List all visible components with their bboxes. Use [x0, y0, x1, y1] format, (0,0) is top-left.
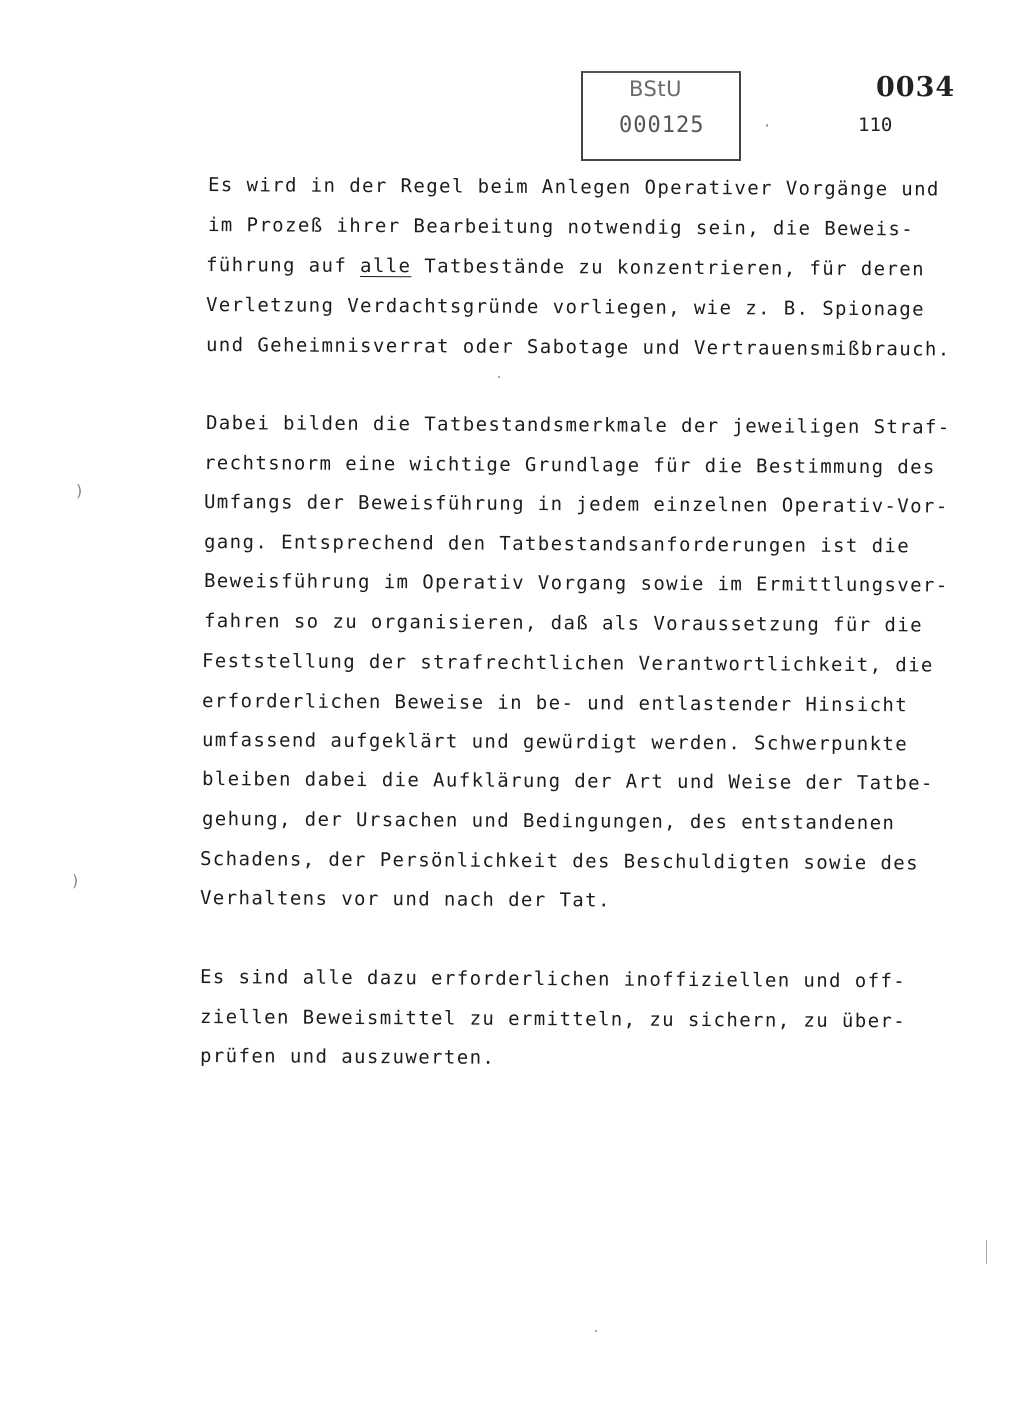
text-line: Dabei bilden die Tatbestandsmerkmale der jeweiligen Straf-	[205, 412, 951, 439]
text-line: erforderlichen Beweise in be- und entlastender Hinsicht	[201, 690, 909, 717]
text-line: prüfen und auszuwerten.	[199, 1045, 496, 1069]
text-line: fahren so zu organisieren, daß als Voraussetzung für die	[203, 610, 924, 637]
archive-stamp	[581, 71, 741, 161]
scan-speck	[595, 1330, 597, 1332]
text-line: Feststellung der strafrechtlichen Verantwortlichkeit, die	[201, 650, 934, 677]
scan-speck	[766, 124, 768, 127]
text-segment: Tatbestände zu konzentrieren, für deren	[411, 255, 926, 281]
stamp-number: 000125	[619, 113, 705, 138]
scan-speck	[986, 1240, 987, 1264]
scan-mark: )	[76, 481, 83, 500]
scan-mark: )	[72, 871, 79, 890]
text-line: Es wird in der Regel beim Anlegen Operativer Vorgänge und	[207, 174, 940, 201]
text-line: ziellen Beweismittel zu ermitteln, zu sichern, zu über-	[199, 1006, 907, 1033]
text-line: im Prozeß ihrer Bearbeitung notwendig sein, die Beweis-	[207, 214, 915, 241]
text-line: Umfangs der Beweisführung in jedem einzelnen Operativ-Vor-	[203, 491, 949, 518]
underlined-word: alle	[360, 254, 412, 278]
scan-speck	[498, 376, 500, 378]
text-line: gehung, der Ursachen und Bedingungen, des entstandenen	[201, 808, 896, 835]
text-line	[206, 254, 925, 280]
stamp-org-label: BStU	[629, 77, 682, 101]
text-line: Verletzung Verdachtsgründe vorliegen, wie z. B. Spionage	[205, 294, 926, 321]
text-line: Es sind alle dazu erforderlichen inoffiziellen und off-	[199, 966, 907, 993]
text-line: Beweisführung im Operativ Vorgang sowie im Ermittlungsver-	[203, 570, 949, 597]
text-line: rechtsnorm eine wichtige Grundlage für die Bestimmung des	[203, 452, 936, 479]
text-segment: führung auf	[205, 254, 361, 277]
page-number: 110	[858, 114, 893, 136]
archive-page-number: 0034	[876, 72, 956, 103]
text-line: bleiben dabei die Aufklärung der Art und Weise der Tatbe-	[201, 768, 934, 795]
text-line: Verhaltens vor und nach der Tat.	[199, 887, 611, 912]
text-line: gang. Entsprechend den Tatbestandsanforderungen ist die	[203, 531, 911, 558]
text-line: Schadens, der Persönlichkeit des Beschuldigten sowie des	[199, 848, 920, 875]
text-line: und Geheimnisverrat oder Sabotage und Vertrauensmißbrauch.	[205, 334, 951, 361]
text-line: umfassend aufgeklärt und gewürdigt werden. Schwerpunkte	[201, 729, 909, 756]
